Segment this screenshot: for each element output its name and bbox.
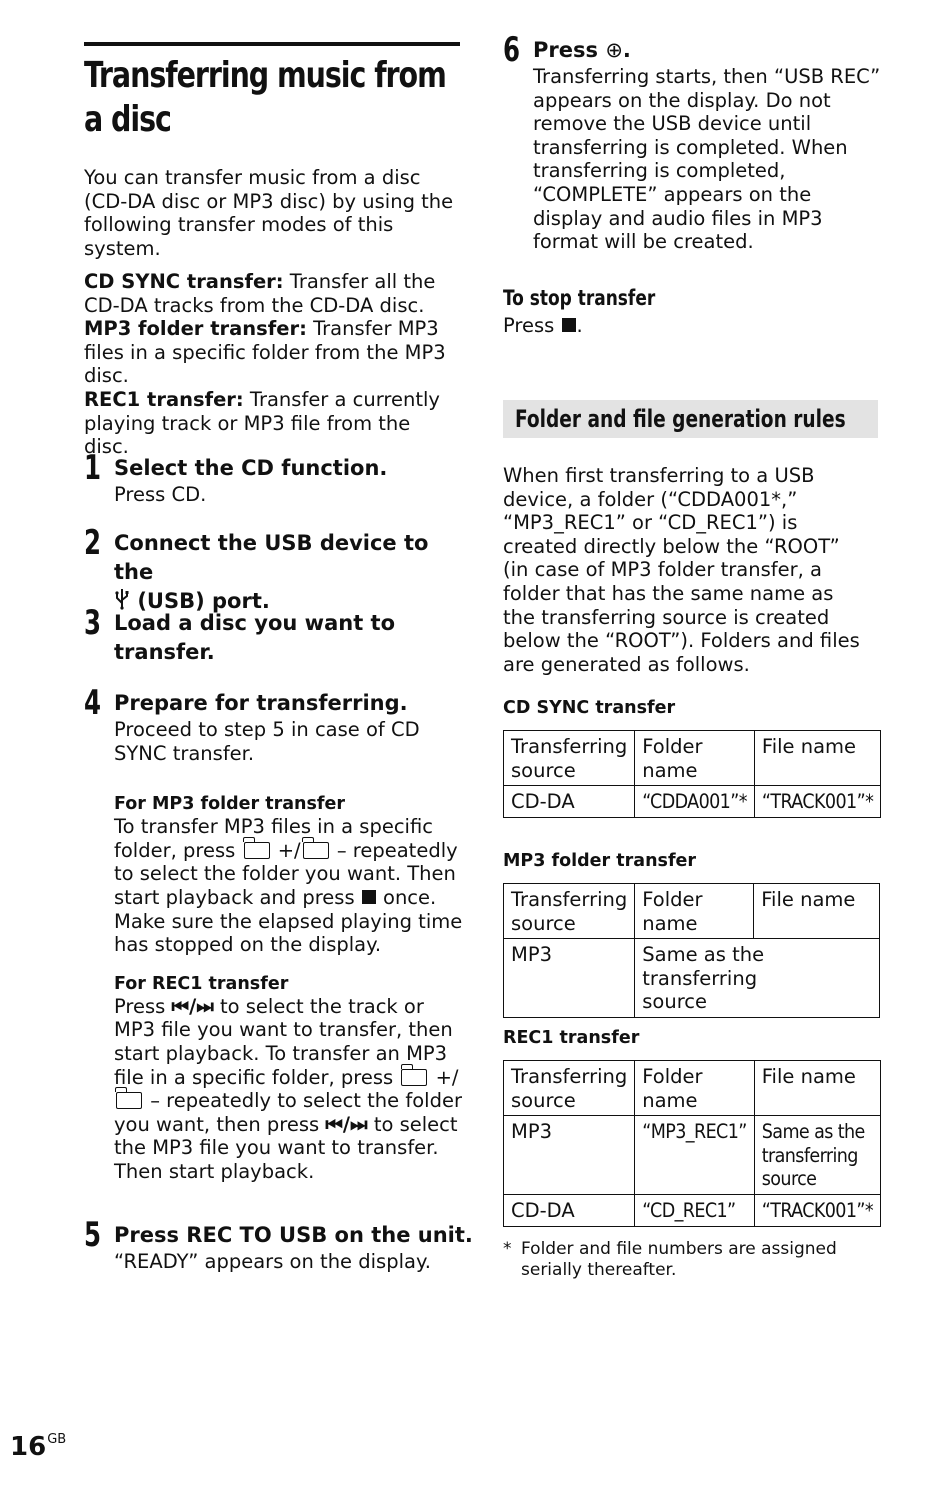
table-cell: Same as the transferring source [754, 1116, 880, 1195]
header-cell: Folder name [635, 884, 754, 939]
table-header-row [504, 1061, 881, 1116]
table-cell: “TRACK001”* [754, 1194, 880, 1226]
skip-icon: ⏮/⏭ [171, 994, 214, 1018]
transfer-modes [84, 270, 460, 459]
step-body: Press CD. [114, 483, 207, 506]
step-heading: Load a disc you want to transfer. [114, 611, 396, 664]
mp3-folder-subheading: For MP3 folder transfer [114, 794, 346, 815]
step-6 [503, 30, 883, 254]
table-cell: “MP3_REC1” [635, 1116, 755, 1195]
table-header-row [504, 884, 880, 939]
footnote: Folder and file numbers are assigned serially thereafter. [521, 1239, 837, 1280]
skip-icon: ⏮/⏭ [325, 1112, 368, 1136]
stop-icon [562, 318, 576, 332]
header-cell: Transferring source [504, 1061, 635, 1116]
mode-rec1: REC1 transfer: Transfer a currently playing track or MP3 file from the disc. [84, 387, 440, 459]
step-body: “READY” appears on the display. [114, 1250, 431, 1273]
step-number: 1 [84, 448, 102, 488]
mp3-table-label: MP3 folder transfer [503, 851, 697, 871]
usb-icon [114, 588, 130, 610]
header-cell: Transferring source [504, 884, 635, 939]
mode-cd-sync: CD SYNC transfer: Transfer all the CD-DA tracks from the CD-DA disc. [84, 270, 436, 317]
enter-icon: ⊕ [605, 38, 623, 62]
step-1 [84, 448, 464, 507]
cdsync-table [503, 730, 881, 818]
rec1-subheading: For REC1 transfer [114, 973, 289, 994]
table-cell: CD-DA [504, 786, 635, 818]
folder-icon [244, 842, 270, 859]
step-number: 5 [84, 1215, 102, 1255]
table-cell: “CD_REC1” [635, 1194, 755, 1226]
table-row [504, 1116, 881, 1195]
table-cell: Same as the transferring source [635, 939, 880, 1018]
table-cell: MP3 [504, 1116, 635, 1195]
header-cell: Folder name [635, 1061, 755, 1116]
mp3-folder-instructions: To transfer MP3 files in a specific folder, press +/ – repeatedly to select the folder you want. Then start playback and press once. Make sure the elapsed playing time has stopped on the display. [114, 815, 463, 957]
stop-transfer [503, 284, 879, 338]
header-cell: Folder name [635, 731, 755, 786]
section-title: Folder and file generation rules [515, 405, 846, 433]
step-5 [84, 1215, 473, 1274]
step-3 [84, 603, 464, 667]
header-cell: File name [754, 884, 880, 939]
step-body: Transferring starts, then “USB REC” appears on the display. Do not remove the USB device until transferring is completed. When transferring is completed, “COMPLETE” appears on the display and audio files in MP3 format will be created. [533, 65, 881, 254]
step-heading: Connect the USB device to the (USB) port. [114, 531, 429, 613]
folder-icon [116, 1092, 142, 1109]
mp3-table [503, 883, 880, 1018]
table-header-row [504, 731, 881, 786]
section-header [503, 400, 878, 438]
page-number: $16^{GB}$ [10, 1432, 67, 1462]
rec1-instructions: Press ⏮/⏭ to select the track or MP3 file you want to transfer, then start playback. To transfer an MP3 file in a specific folder, press +/ – repeatedly to select the folder you want, then press ⏮/⏭ to select the MP3 file you want to transfer. Then start playback. [114, 994, 462, 1183]
header-cell: File name [754, 1061, 880, 1116]
header-cell: File name [754, 731, 880, 786]
step-number: 2 [84, 523, 102, 563]
table-row [504, 1194, 881, 1226]
step-heading: Press REC TO USB on the unit. [114, 1223, 473, 1247]
stop-transfer-text: Press . [503, 314, 583, 337]
header-cell: Transferring source [504, 731, 635, 786]
footnote-mark: * [503, 1239, 512, 1259]
folder-icon [401, 1069, 427, 1086]
left-column [84, 42, 473, 1302]
step-body: Proceed to step 5 in case of CD SYNC transfer. [114, 718, 420, 765]
page-title: Transferring music from a disc [84, 55, 446, 140]
rec1-table-label: REC1 transfer [503, 1028, 640, 1048]
step-2 [84, 523, 464, 616]
title-rule [84, 42, 460, 46]
mode-mp3-folder: MP3 folder transfer: Transfer MP3 files in a specific folder from the MP3 disc. [84, 317, 446, 388]
step-heading: Press ⊕. [533, 38, 631, 62]
table-cell: “TRACK001”* [754, 786, 880, 818]
rec1-table [503, 1060, 881, 1227]
step-number: 6 [503, 30, 521, 70]
table-cell: CD-DA [504, 1194, 635, 1226]
stop-transfer-heading: To stop transfer [503, 286, 656, 310]
table-cell: “CDDA001”* [635, 786, 755, 818]
step-number: 3 [84, 603, 102, 643]
table-cell: MP3 [504, 939, 635, 1018]
right-column [503, 30, 879, 360]
intro-paragraph: You can transfer music from a disc (CD-DA disc or MP3 disc) by using the following transfer modes of this system. [84, 166, 454, 260]
step-heading: Prepare for transferring. [114, 691, 408, 715]
step-number: 4 [84, 683, 102, 723]
step-4 [84, 683, 464, 1184]
table-row [504, 786, 881, 818]
step-heading: Select the CD function. [114, 456, 388, 480]
rules-intro: When first transferring to a USB device, a folder (“CDDA001*,” “MP3_REC1” or “CD_REC1”) is created directly below the “ROOT” (in case of MP3 folder transfer, a folder that has the same name as the transferring source is created below the “ROOT”). Folders and files are generated as follows. [503, 464, 860, 676]
stop-icon [362, 890, 376, 904]
cdsync-table-label: CD SYNC transfer [503, 698, 676, 718]
table-row [504, 939, 880, 1018]
folder-icon [303, 842, 329, 859]
